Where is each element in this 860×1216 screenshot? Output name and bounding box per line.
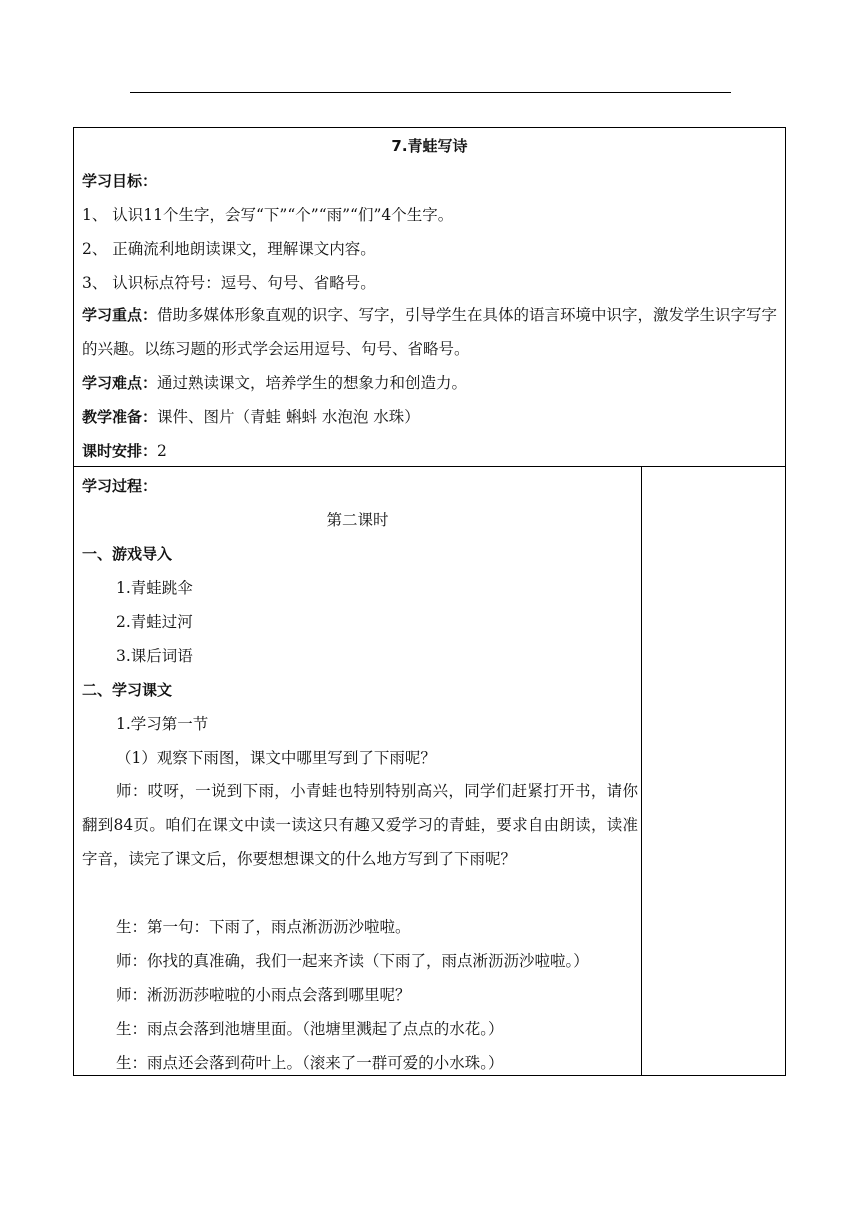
focus-text: 借助多媒体形象直观的识字、写字，引导学生在具体的语言环境中识字，激发学生识字写字的兴趣。以练习题的形式学会运用逗号、句号、省略号。	[82, 306, 778, 358]
section-1-item-3: 3.课后词语	[116, 647, 193, 665]
student-answer-1: 生：第一句：下雨了，雨点淅沥沥沙啦啦。	[116, 918, 411, 936]
prep-line	[82, 400, 420, 434]
prep-label: 教学准备：	[82, 408, 158, 426]
objective-item-2: 2、 正确流利地朗读课文，理解课文内容。	[82, 240, 376, 258]
teacher-paragraph-1: 师：哎呀，一说到下雨，小青蛙也特别特别高兴，同学们赶紧打开书，请你翻到84页。咱们在课文中读一读这只有趣又爱学习的青蛙，要求自由朗读，读准字音，读完了课文后，你要想想课文的什么地方写到了下雨呢？	[82, 782, 638, 868]
section-2-subheading: 1.学习第一节	[116, 715, 209, 733]
section-1-item-1: 1.青蛙跳伞	[116, 579, 193, 597]
student-answer-2: 生：雨点会落到池塘里面。（池塘里溅起了点点的水花。）	[116, 1020, 504, 1038]
objective-item-3: 3、 认识标点符号：逗号、句号、省略号。	[82, 274, 376, 292]
column-divider	[641, 466, 642, 1075]
schedule-text: 2	[157, 442, 167, 460]
schedule-label: 课时安排：	[82, 442, 158, 460]
difficulty-label: 学习难点：	[82, 374, 158, 392]
lesson-info-block	[74, 128, 785, 466]
student-answer-3: 生：雨点还会落到荷叶上。（滚来了一群可爱的小水珠。）	[116, 1054, 504, 1072]
header-rule	[130, 92, 731, 93]
objectives-heading: 学习目标：	[82, 172, 158, 190]
teacher-line-2: 师：你找的真准确，我们一起来齐读（下雨了，雨点淅沥沥沙啦啦。）	[116, 952, 589, 970]
difficulty-text: 通过熟读课文，培养学生的想象力和创造力。	[157, 374, 468, 392]
difficulty-line	[82, 366, 467, 400]
focus-paragraph	[82, 298, 782, 366]
section-1-heading: 一、游戏导入	[82, 545, 173, 563]
process-heading: 学习过程：	[82, 477, 158, 495]
schedule-line	[82, 434, 167, 468]
prep-text: 课件、图片（青蛙 蝌蚪 水泡泡 水珠）	[157, 408, 420, 426]
objective-item-1: 1、 认识11个生字，会写“下”“个”“雨”“们”4个生字。	[82, 206, 454, 224]
section-2-heading: 二、学习课文	[82, 681, 173, 699]
lesson-title: 7.青蛙写诗	[391, 137, 468, 155]
section-1-item-2: 2.青蛙过河	[116, 613, 193, 631]
lesson-period: 第二课时	[326, 511, 389, 529]
lesson-plan-table	[73, 127, 786, 1076]
teacher-line-3: 师：淅沥沥莎啦啦的小雨点会落到哪里呢？	[116, 986, 411, 1004]
focus-label: 学习重点：	[82, 306, 158, 324]
row-divider	[74, 466, 785, 467]
question-1: （1）观察下雨图，课文中哪里写到了下雨呢？	[116, 749, 436, 767]
